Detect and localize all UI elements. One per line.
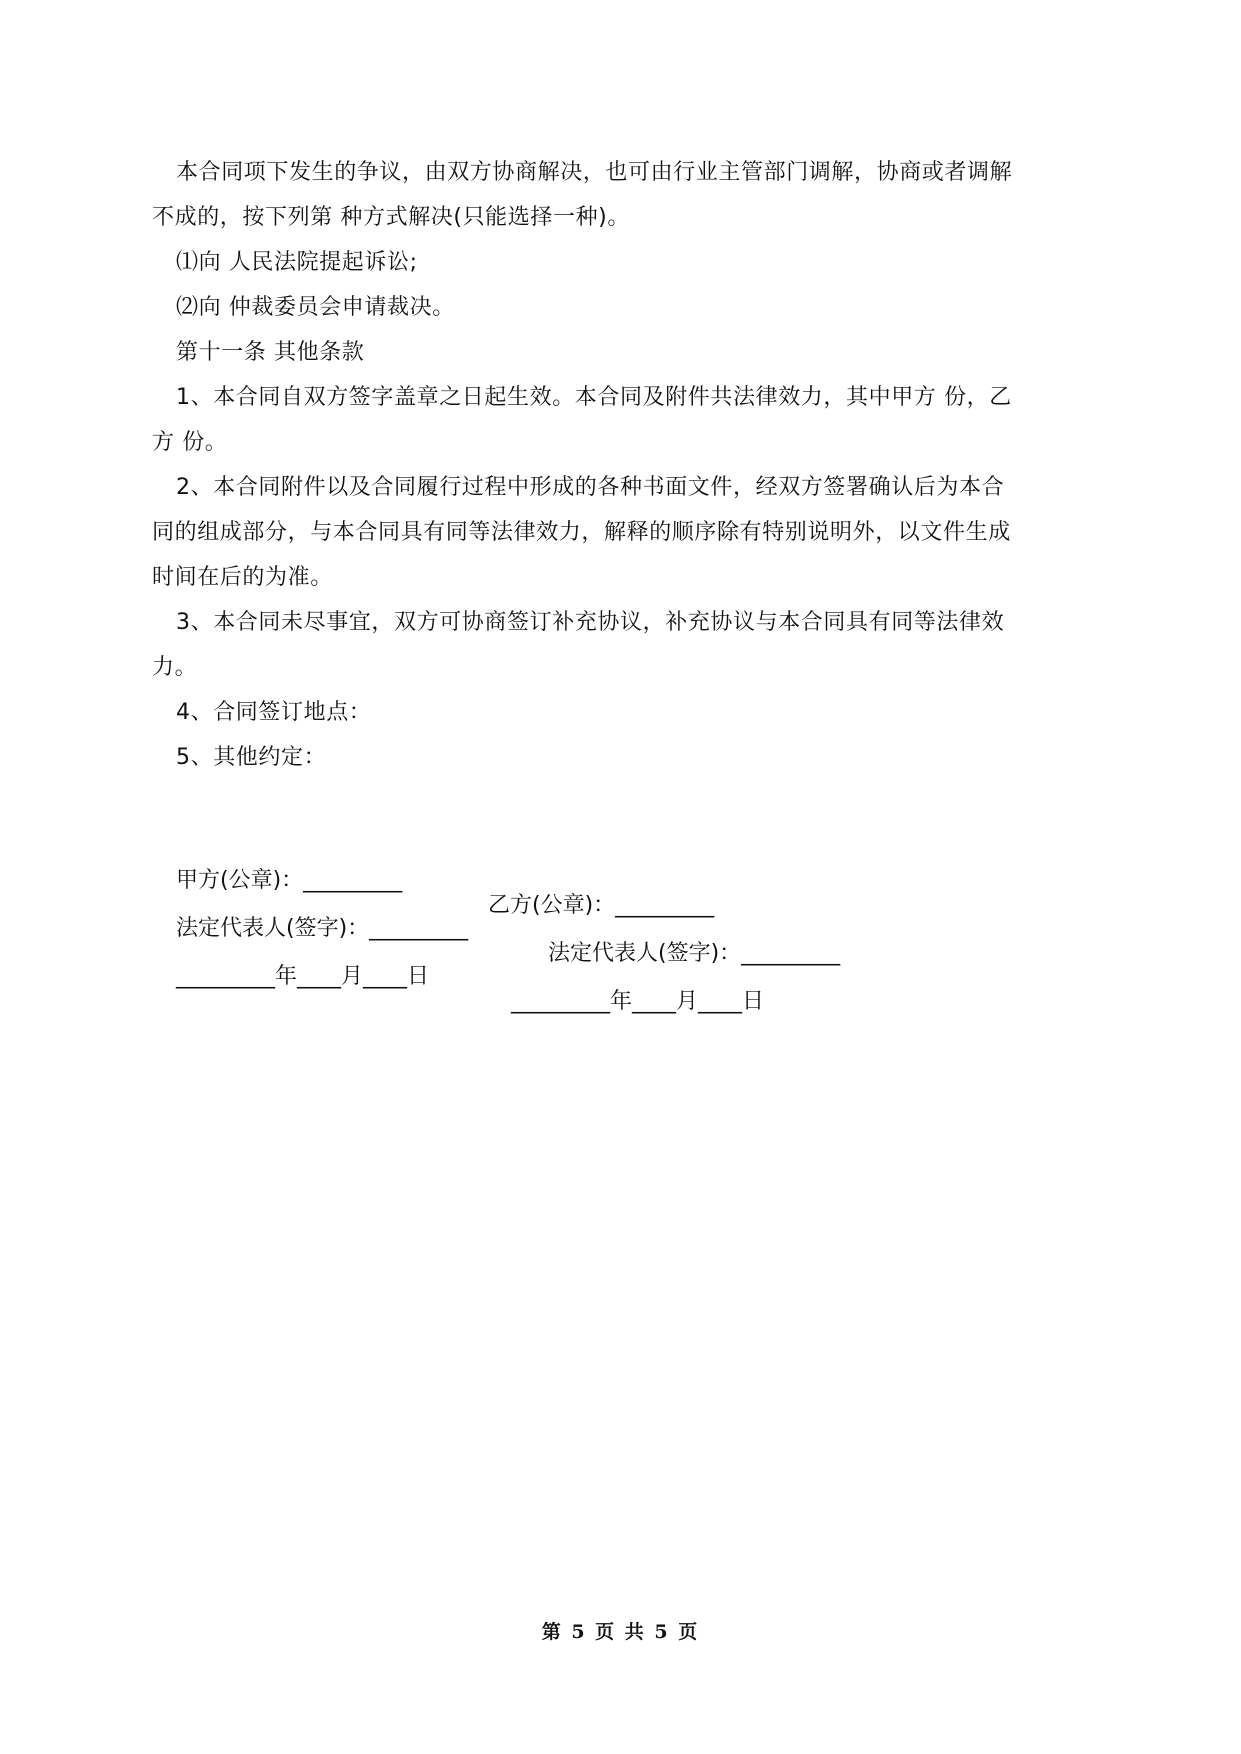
clause-1-line-1: 1、本合同自双方签字盖章之日起生效。本合同及附件共法律效力，其中甲方 份，乙: [176, 385, 1012, 410]
party-a-representative: 法定代表人(签字)：_________: [176, 916, 469, 941]
clause-5: 5、其他约定：: [176, 745, 327, 770]
clause-3-line-2: 力。: [152, 655, 198, 680]
party-b-representative: 法定代表人(签字)：_________: [548, 941, 841, 966]
dispute-option-1: ⑴向 人民法院提起诉讼;: [176, 250, 418, 275]
clause-4: 4、合同签订地点：: [176, 700, 372, 725]
dispute-line-2: 不成的，按下列第 种方式解决(只能选择一种)。: [152, 205, 630, 230]
clause-2-line-3: 时间在后的为准。: [152, 565, 333, 590]
clause-1-line-2: 方 份。: [152, 430, 228, 455]
clause-2-line-2: 同的组成部分，与本合同具有同等法律效力，解释的顺序除有特别说明外，以文件生成: [152, 520, 1011, 545]
party-b-seal: 乙方(公章)：_________: [488, 893, 715, 918]
party-a-date: _________年____月____日: [176, 964, 430, 989]
dispute-line-1: 本合同项下发生的争议，由双方协商解决，也可由行业主管部门调解，协商或者调解: [176, 160, 1013, 185]
party-b-date: _________年____月____日: [511, 989, 765, 1014]
party-a-seal: 甲方(公章)：_________: [176, 868, 403, 893]
clause-2-line-1: 2、本合同附件以及合同履行过程中形成的各种书面文件，经双方签署确认后为本合: [176, 475, 1005, 500]
document-body: [152, 150, 1092, 780]
page-number-footer: 第 5 页 共 5 页: [541, 1621, 700, 1643]
article-title: 第十一条 其他条款: [176, 340, 365, 365]
dispute-option-2: ⑵向 仲裁委员会申请裁决。: [176, 295, 455, 320]
clause-3-line-1: 3、本合同未尽事宜，双方可协商签订补充协议，补充协议与本合同具有同等法律效: [176, 610, 1005, 635]
